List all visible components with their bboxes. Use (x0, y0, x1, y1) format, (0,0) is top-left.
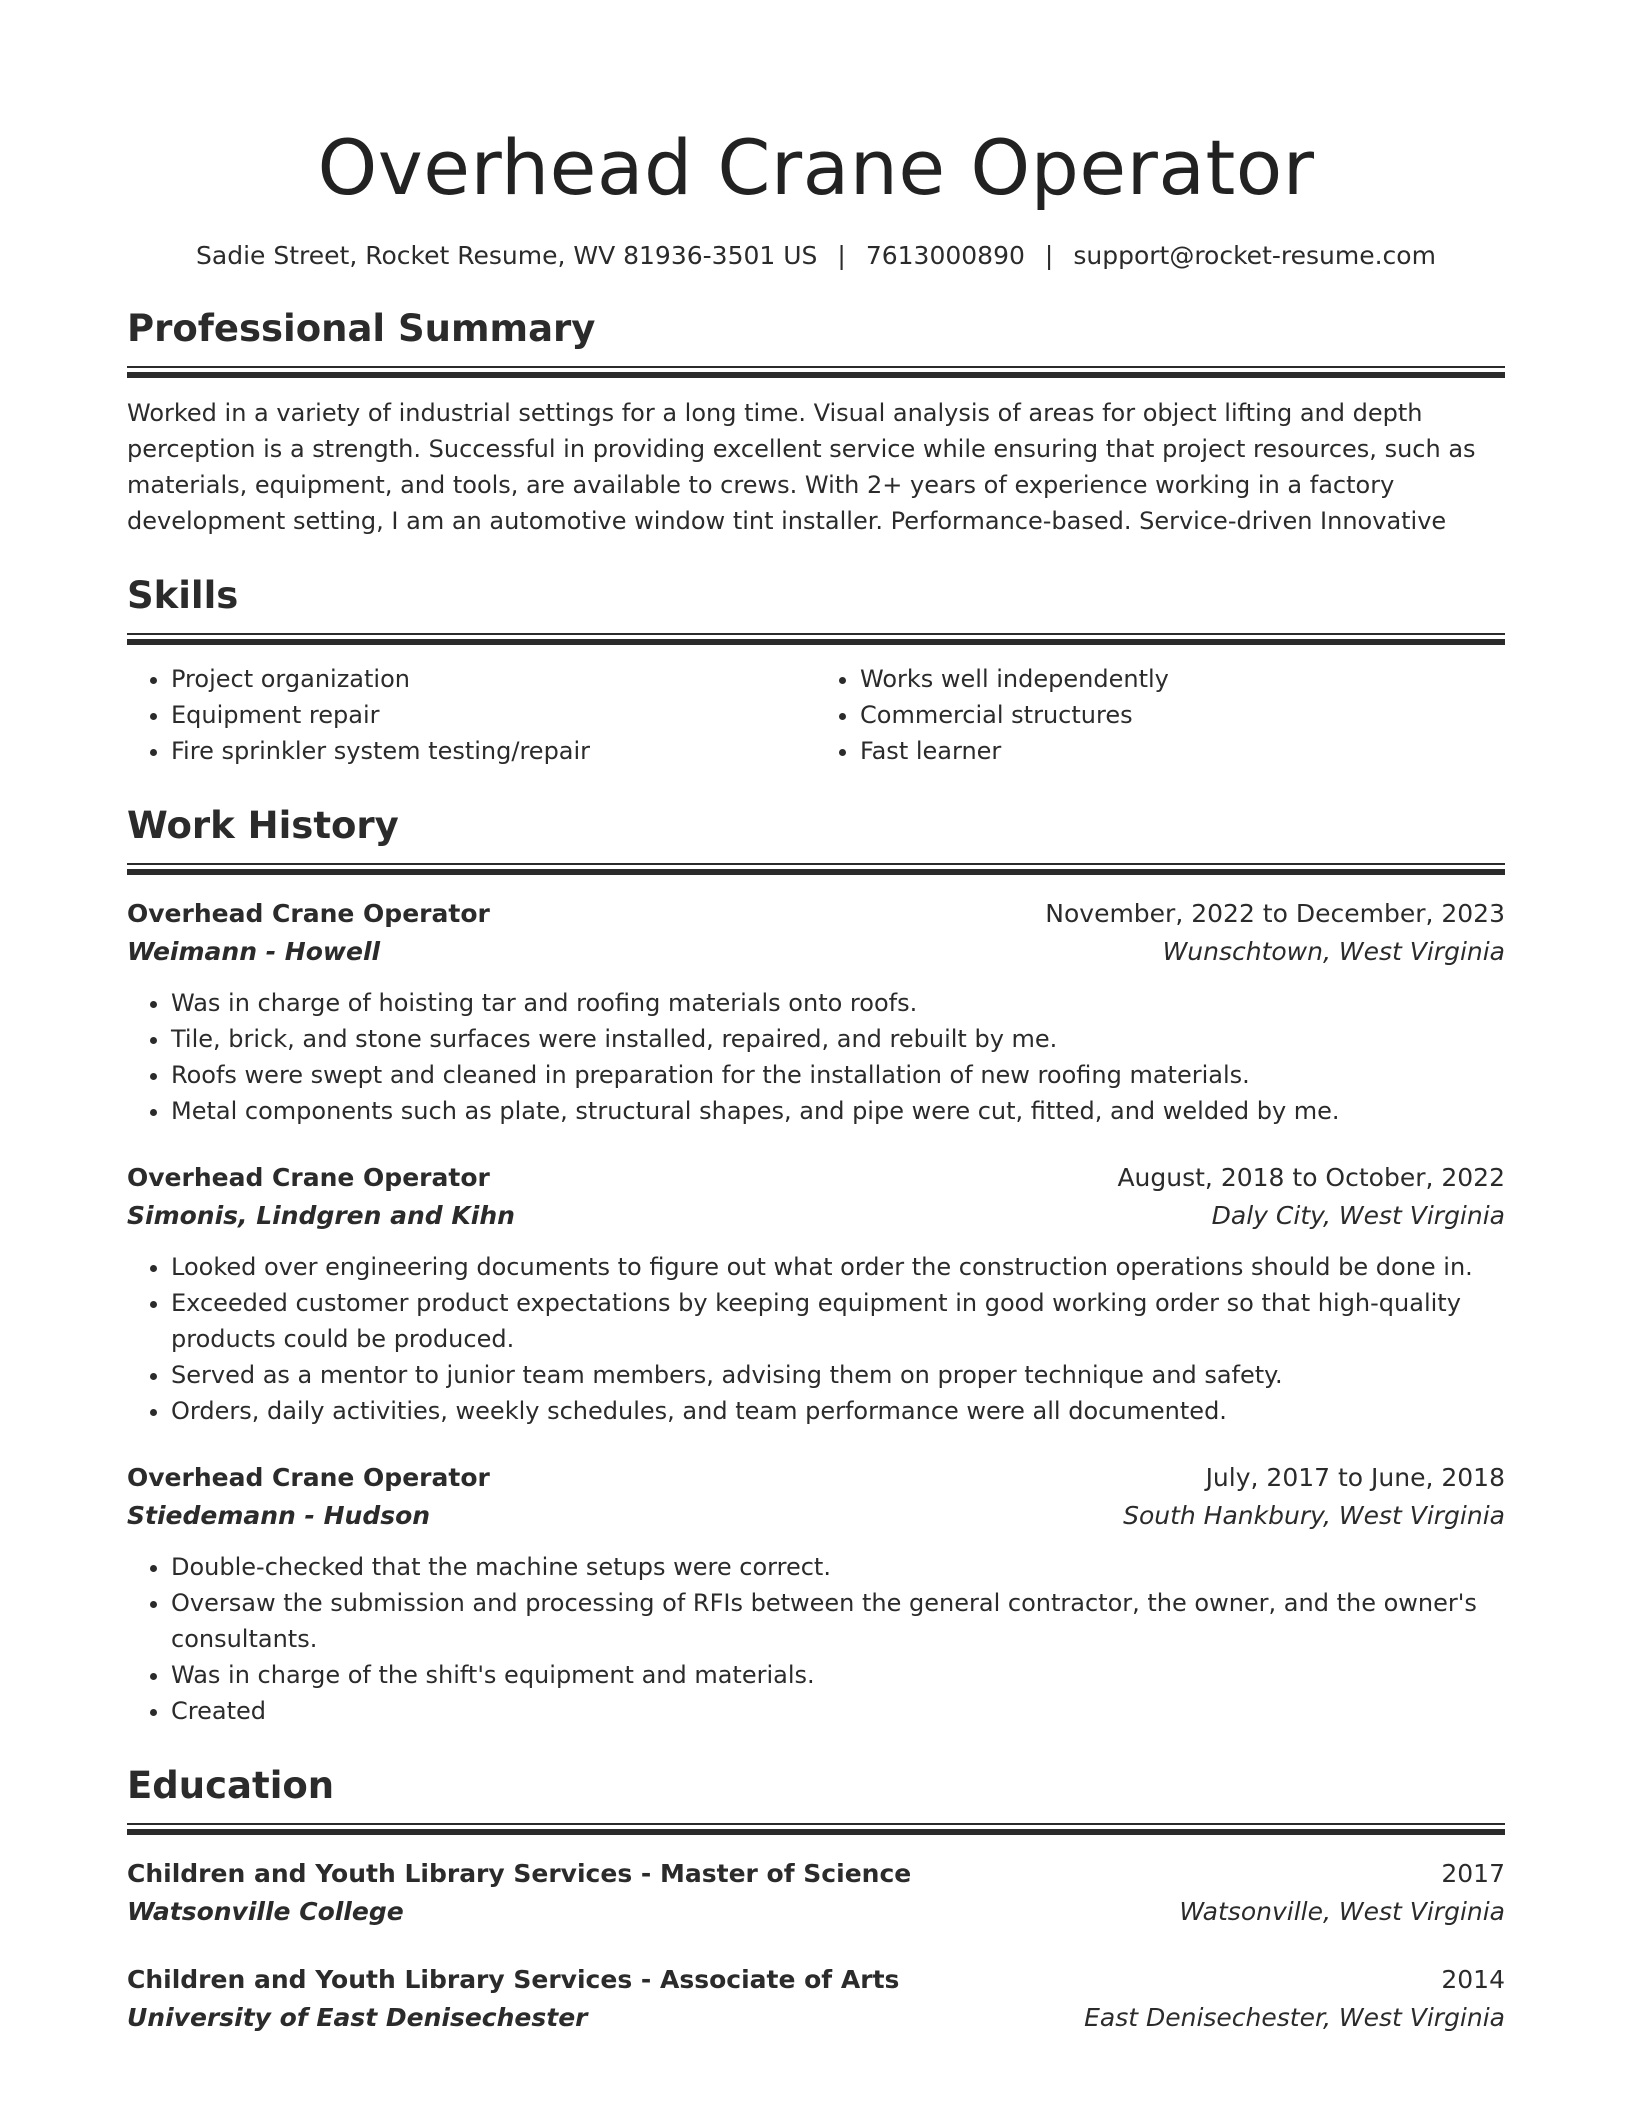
job-bullet: • Roofs were swept and cleaned in preparation for the installation of new roofing materials. (171, 1057, 1505, 1093)
section-title-work-history: Work History (127, 804, 399, 847)
job-title: Overhead Crane Operator (127, 1463, 490, 1492)
job-company: Simonis, Lindgren and Kihn (127, 1201, 515, 1230)
job-dates: August, 2018 to October, 2022 (1117, 1163, 1505, 1192)
job-bullet: • Metal components such as plate, structural shapes, and pipe were cut, fitted, and welded by me. (171, 1093, 1505, 1129)
job-bullet: • Created (171, 1693, 1505, 1729)
skills-column-right (816, 661, 1505, 769)
education-degree: Children and Youth Library Services - Associate of Arts (127, 1965, 900, 1994)
section-divider (127, 633, 1505, 645)
job-bullet: • Served as a mentor to junior team members, advising them on proper technique and safety. (171, 1357, 1505, 1393)
resume-title: Overhead Crane Operator (317, 123, 1315, 212)
job-entry (127, 1159, 1505, 1429)
job-bullet: • Orders, daily activities, weekly schedules, and team performance were all documented. (171, 1393, 1505, 1429)
skill-item: • Equipment repair (171, 697, 816, 733)
skill-item: • Commercial structures (860, 697, 1505, 733)
job-title: Overhead Crane Operator (127, 899, 490, 928)
contact-phone: 7613000890 (865, 241, 1025, 270)
section-divider (127, 1823, 1505, 1835)
skills-column-left (127, 661, 816, 769)
job-bullets (127, 1549, 1505, 1729)
summary-section (127, 306, 1505, 539)
skills-list (127, 661, 1505, 769)
job-bullet: • Oversaw the submission and processing of RFIs between the general contractor, the owner, and the owner's consultants. (171, 1585, 1505, 1657)
contact-separator: | (1044, 241, 1054, 270)
section-divider (127, 366, 1505, 378)
contact-address: Sadie Street, Rocket Resume, WV 81936-3501 US (196, 241, 818, 270)
job-title: Overhead Crane Operator (127, 1163, 490, 1192)
job-bullets (127, 1249, 1505, 1429)
job-bullet: • Was in charge of the shift's equipment and materials. (171, 1657, 1505, 1693)
education-year: 2014 (1441, 1965, 1505, 1994)
job-bullet: • Was in charge of hoisting tar and roofing materials onto roofs. (171, 985, 1505, 1021)
skill-item: • Works well independently (860, 661, 1505, 697)
job-company: Weimann - Howell (127, 937, 381, 966)
skill-item: • Fire sprinkler system testing/repair (171, 733, 816, 769)
education-degree: Children and Youth Library Services - Master of Science (127, 1859, 912, 1888)
job-dates: November, 2022 to December, 2023 (1045, 899, 1505, 928)
job-company: Stiedemann - Hudson (127, 1501, 431, 1530)
section-title-skills: Skills (127, 574, 239, 617)
job-bullet: • Exceeded customer product expectations by keeping equipment in good working order so that high-quality products could be produced. (171, 1285, 1505, 1357)
skill-item: • Fast learner (860, 733, 1505, 769)
education-location: East Denisechester, West Virginia (1084, 2003, 1505, 2032)
skill-item: • Project organization (171, 661, 816, 697)
education-school: University of East Denisechester (127, 2003, 588, 2032)
section-divider (127, 863, 1505, 875)
education-year: 2017 (1441, 1859, 1505, 1888)
job-location: Wunschtown, West Virginia (1162, 937, 1505, 966)
job-bullet: • Double-checked that the machine setups were correct. (171, 1549, 1505, 1585)
education-section (127, 1763, 1505, 2037)
contact-separator: | (837, 241, 846, 270)
education-location: Watsonville, West Virginia (1179, 1897, 1505, 1926)
education-entry (127, 1961, 1505, 2037)
job-location: Daly City, West Virginia (1211, 1201, 1505, 1230)
section-title-summary: Professional Summary (127, 307, 596, 350)
section-title-education: Education (127, 1764, 335, 1807)
education-school: Watsonville College (127, 1897, 404, 1926)
job-bullets (127, 985, 1505, 1129)
work-history-section (127, 803, 1505, 1729)
job-entry (127, 895, 1505, 1129)
job-bullet: • Tile, brick, and stone surfaces were installed, repaired, and rebuilt by me. (171, 1021, 1505, 1057)
contact-line (127, 240, 1505, 272)
job-dates: July, 2017 to June, 2018 (1205, 1463, 1505, 1492)
education-entry (127, 1855, 1505, 1931)
summary-text: Worked in a variety of industrial settings for a long time. Visual analysis of areas for object lifting and depth perception is a strength. Successful in providing excellent service while ensuring that project resources, such as materials, equipment, and tools, are available to crews. With 2+ years of experience working in a factory development setting, I am an automotive window tint installer. Performance-based. Service-driven Innovative (127, 399, 1476, 535)
job-bullet: • Looked over engineering documents to figure out what order the construction operations should be done in. (171, 1249, 1505, 1285)
skills-section (127, 573, 1505, 769)
job-entry (127, 1459, 1505, 1729)
job-location: South Hankbury, West Virginia (1123, 1501, 1505, 1530)
contact-email: support@rocket-resume.com (1073, 241, 1436, 270)
